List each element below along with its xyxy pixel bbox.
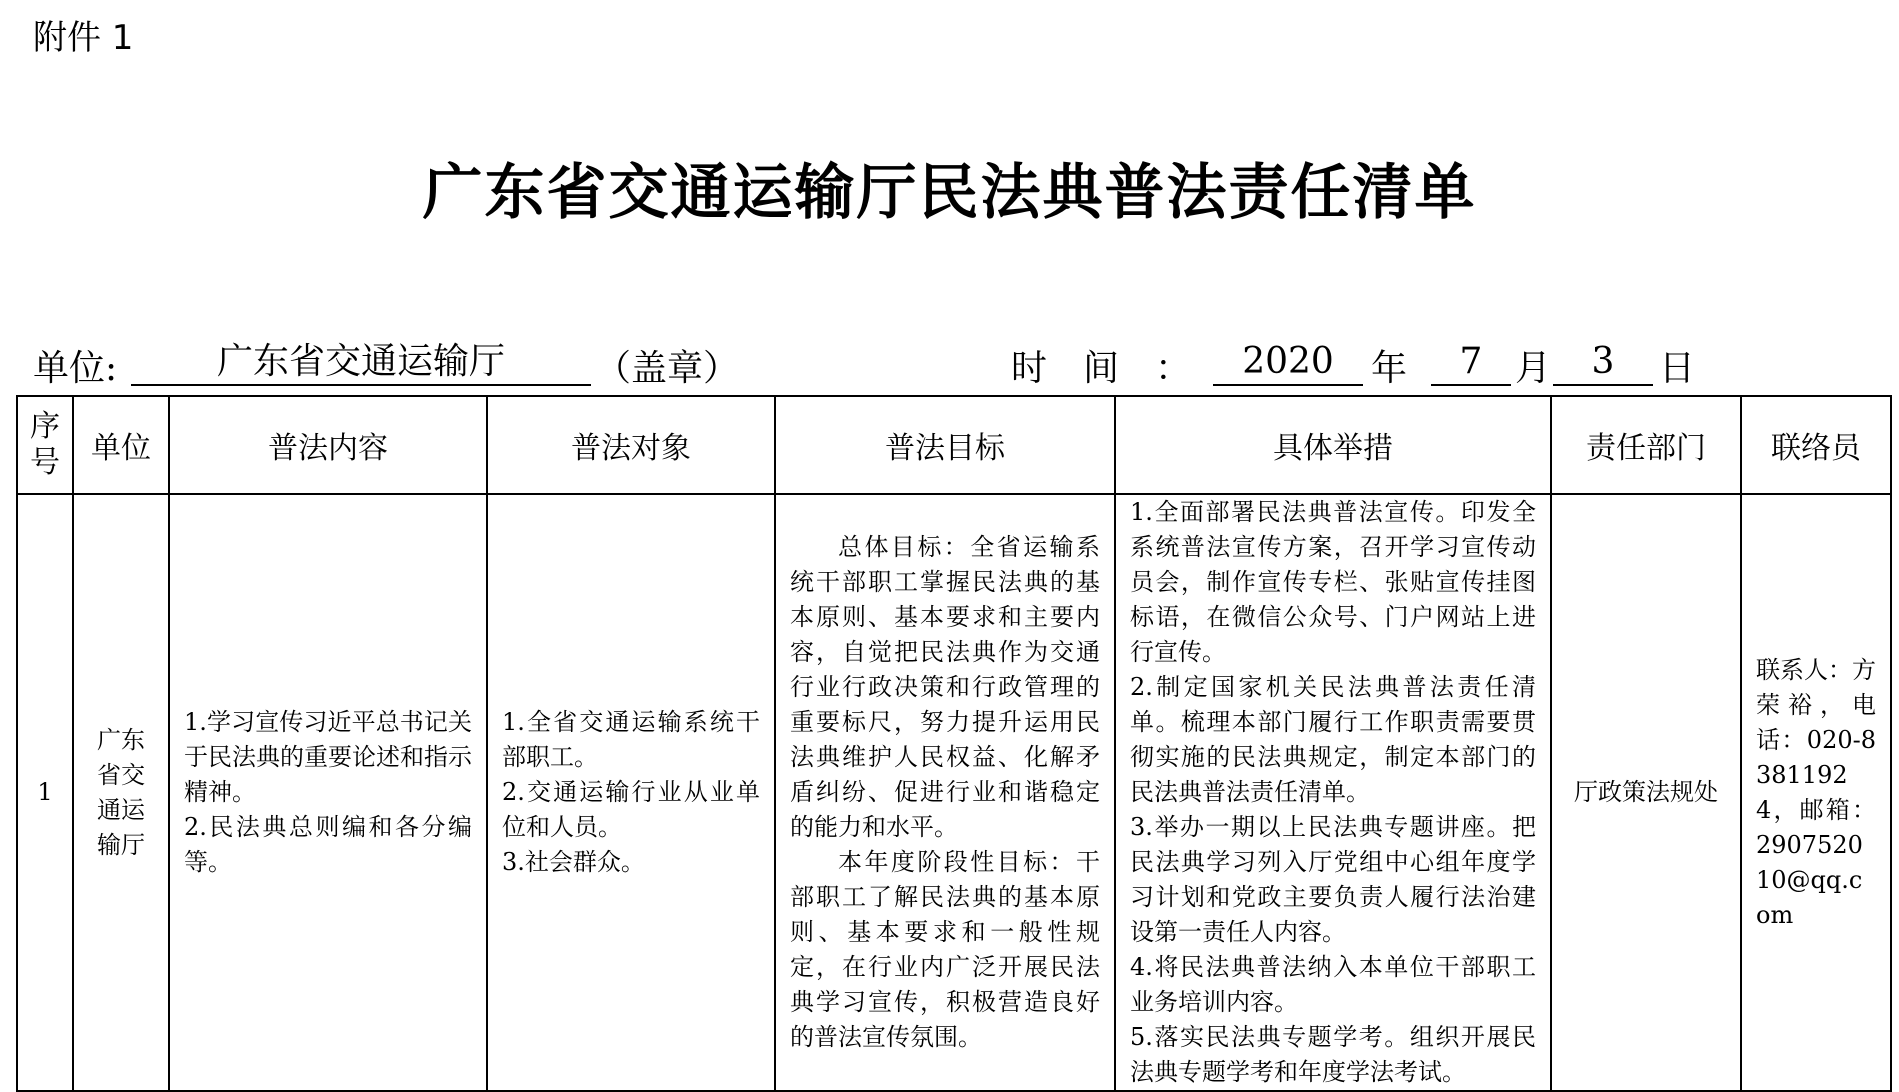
- content-item: 1.学习宣传习近平总书记关于民法典的重要论述和指示精神。: [184, 708, 472, 806]
- target-item: 2.交通运输行业从业单位和人员。: [502, 778, 760, 841]
- cell-goal: [775, 494, 1115, 1091]
- header-unit: 单位: [73, 396, 169, 494]
- unit-time-line: [33, 340, 1883, 390]
- header-content: 普法内容: [169, 396, 487, 494]
- measure-item: 4.将民法典普法纳入本单位干部职工业务培训内容。: [1130, 953, 1536, 1016]
- unit-label: 单位:: [33, 348, 118, 389]
- header-measures: 具体举措: [1115, 396, 1551, 494]
- measure-item: 3.举办一期以上民法典专题讲座。把民法典学习列入厅党组中心组年度学习计划和党政主要负责人履行法治建设第一责任人内容。: [1130, 813, 1536, 946]
- measure-item: 5.落实民法典专题学考。组织开展民法典专题学考和年度学法考试。: [1130, 1023, 1536, 1086]
- table-header-row: [17, 396, 1891, 494]
- content-item: 2.民法典总则编和各分编等。: [184, 813, 472, 876]
- header-dept: 责任部门: [1551, 396, 1741, 494]
- time-label: 时 间 ：: [1011, 348, 1192, 389]
- target-item: 3.社会群众。: [502, 848, 645, 876]
- attachment-label: 附件 1: [33, 18, 134, 58]
- header-seq-text: 序号: [30, 409, 60, 480]
- cell-target: [487, 494, 775, 1091]
- target-item: 1.全省交通运输系统干部职工。: [502, 708, 760, 771]
- day-value: [1553, 340, 1653, 386]
- cell-seq: 1: [17, 494, 73, 1091]
- contact-text: 联系人：方荣裕，电话：020-83811924，邮箱：290752010@qq.com: [1756, 655, 1876, 929]
- month-suffix: 月: [1515, 348, 1552, 389]
- responsibility-table: [16, 395, 1892, 1092]
- page-title: 广东省交通运输厅民法典普法责任清单: [422, 158, 1477, 228]
- header-target: 普法对象: [487, 396, 775, 494]
- cell-unit-text: 广东省交通运输厅: [97, 725, 145, 859]
- measure-item: 1.全面部署民法典普法宣传。印发全系统普法宣传方案，召开学习宣传动员会，制作宣传专栏、张贴宣传挂图标语，在微信公众号、门户网站上进行宣传。: [1130, 498, 1536, 666]
- goal-paragraph: 本年度阶段性目标：干部职工了解民法典的基本原则、基本要求和一般性规定，在行业内广泛开展民法典学习宣传，积极营造良好的普法宣传氛围。: [790, 848, 1100, 1051]
- year-text: 2020: [1242, 341, 1334, 382]
- cell-unit: [73, 494, 169, 1091]
- goal-paragraph: 总体目标：全省运输系统干部职工掌握民法典的基本原则、基本要求和主要内容，自觉把民法典作为交通行业行政决策和行政管理的重要标尺，努力提升运用民法典维护人民权益、化解矛盾纠纷、促进行业和谐稳定的能力和水平。: [790, 533, 1100, 841]
- header-goal: 普法目标: [775, 396, 1115, 494]
- year-value: [1213, 340, 1363, 386]
- header-contact: 联络员: [1741, 396, 1891, 494]
- month-text: 7: [1459, 341, 1483, 382]
- month-value: [1431, 340, 1511, 386]
- cell-measures: [1115, 494, 1551, 1091]
- year-suffix: 年: [1371, 348, 1408, 389]
- seal-text: （盖章）: [595, 348, 740, 389]
- day-text: 3: [1591, 341, 1615, 382]
- day-suffix: 日: [1659, 348, 1696, 389]
- unit-value: [131, 340, 591, 386]
- measure-item: 2.制定国家机关民法典普法责任清单。梳理本部门履行工作职责需要贯彻实施的民法典规定，制定本部门的民法典普法责任清单。: [1130, 673, 1536, 806]
- header-seq: [17, 396, 73, 494]
- cell-content: [169, 494, 487, 1091]
- cell-contact: [1741, 494, 1891, 1091]
- unit-name-text: 广东省交通运输厅: [216, 341, 505, 382]
- cell-dept: 厅政策法规处: [1551, 494, 1741, 1091]
- table-row: [17, 494, 1891, 1091]
